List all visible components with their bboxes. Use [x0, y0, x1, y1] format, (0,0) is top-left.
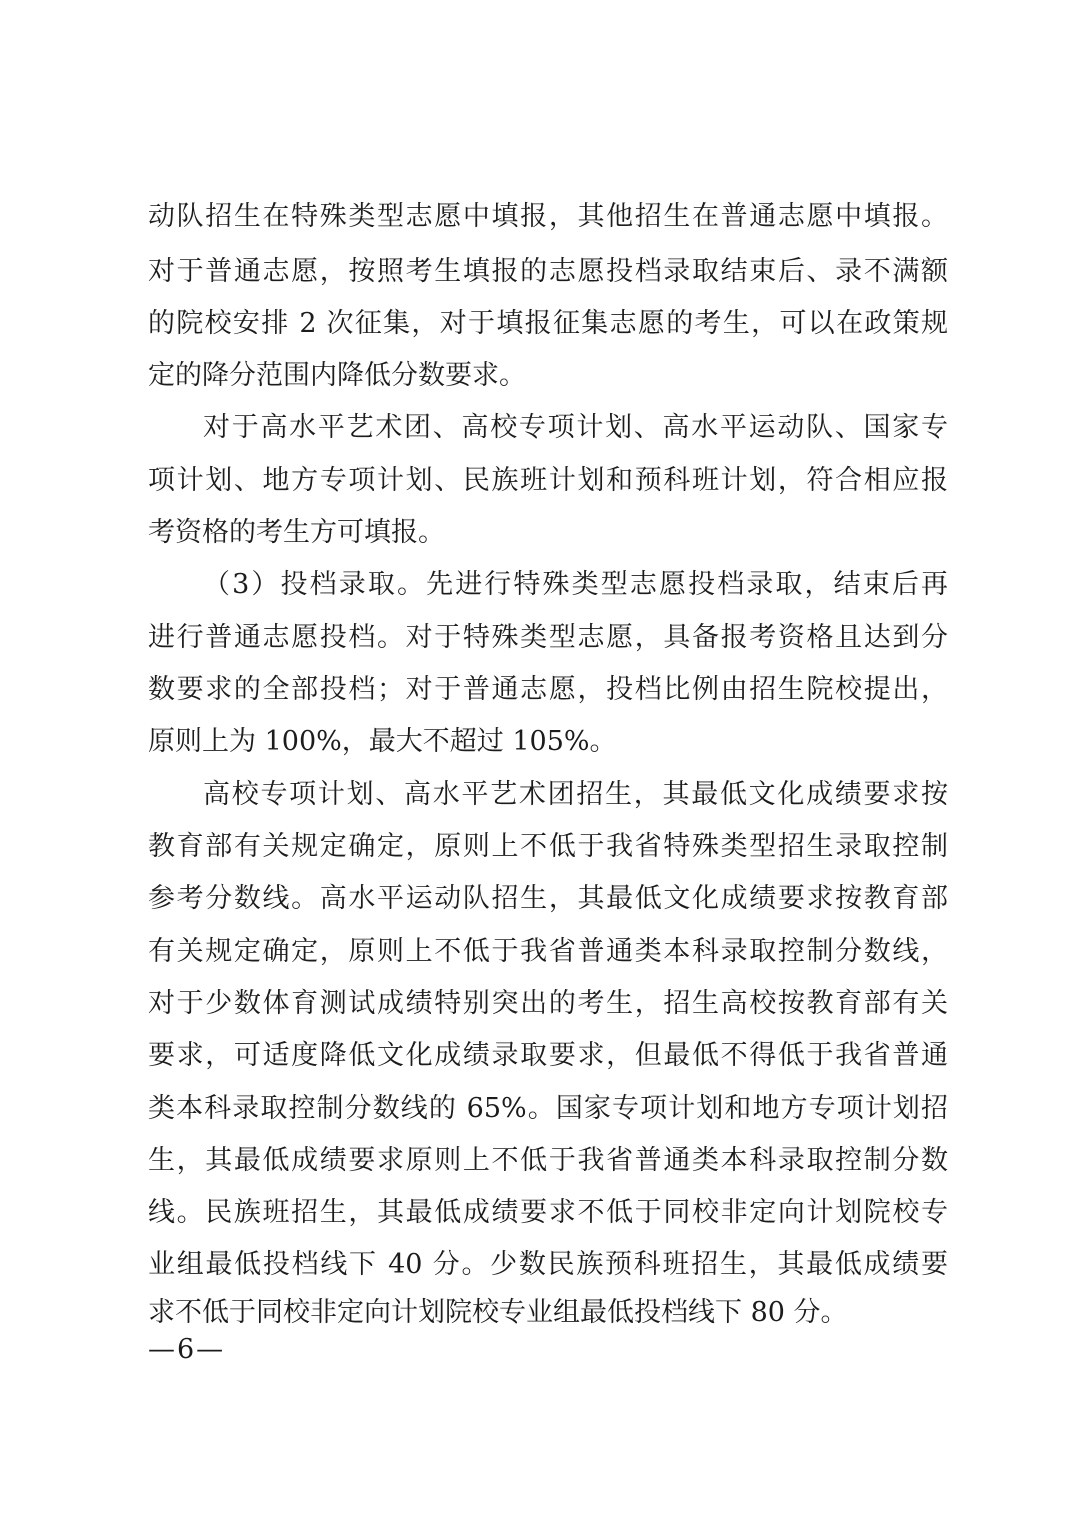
text-line: 类本科录取控制分数线的 65%。国家专项计划和地方专项计划招	[148, 1093, 948, 1124]
text-line: 要求，可适度降低文化成绩录取要求，但最低不得低于我省普通	[148, 1040, 948, 1071]
text-line: 教育部有关规定确定，原则上不低于我省特殊类型招生录取控制	[148, 831, 948, 862]
paragraph-first-line: （3）投档录取。先进行特殊类型志愿投档录取，结束后再	[203, 569, 948, 600]
text-line: 线。民族班招生，其最低成绩要求不低于同校非定向计划院校专	[148, 1197, 948, 1228]
text-line: 数要求的全部投档；对于普通志愿，投档比例由招生院校提出，	[148, 674, 948, 705]
text-line: 参考分数线。高水平运动队招生，其最低文化成绩要求按教育部	[148, 883, 948, 914]
text-line: 对于普通志愿，按照考生填报的志愿投档录取结束后、录不满额	[148, 256, 948, 287]
text-line: 有关规定确定，原则上不低于我省普通类本科录取控制分数线，	[148, 936, 948, 967]
text-line: 的院校安排 2 次征集，对于填报征集志愿的考生，可以在政策规	[148, 308, 948, 339]
text-line: 业组最低投档线下 40 分。少数民族预科班招生，其最低成绩要	[148, 1249, 948, 1280]
text-line: 对于少数体育测试成绩特别突出的考生，招生高校按教育部有关	[148, 988, 948, 1019]
text-line: 考资格的考生方可填报。	[148, 517, 445, 548]
paragraph-first-line: 对于高水平艺术团、高校专项计划、高水平运动队、国家专	[203, 412, 948, 443]
page-number: —6—	[148, 1334, 226, 1365]
text-line: 原则上为 100%，最大不超过 105%。	[148, 726, 617, 757]
text-line: 定的降分范围内降低分数要求。	[148, 360, 526, 391]
text-line: 生，其最低成绩要求原则上不低于我省普通类本科录取控制分数	[148, 1145, 948, 1176]
text-line: 动队招生在特殊类型志愿中填报，其他招生在普通志愿中填报。	[148, 201, 948, 232]
text-line: 进行普通志愿投档。对于特殊类型志愿，具备报考资格且达到分	[148, 622, 948, 653]
paragraph-first-line: 高校专项计划、高水平艺术团招生，其最低文化成绩要求按	[203, 779, 948, 810]
text-line: 项计划、地方专项计划、民族班计划和预科班计划，符合相应报	[148, 465, 948, 496]
text-line: 求不低于同校非定向计划院校专业组最低投档线下 80 分。	[148, 1297, 848, 1328]
